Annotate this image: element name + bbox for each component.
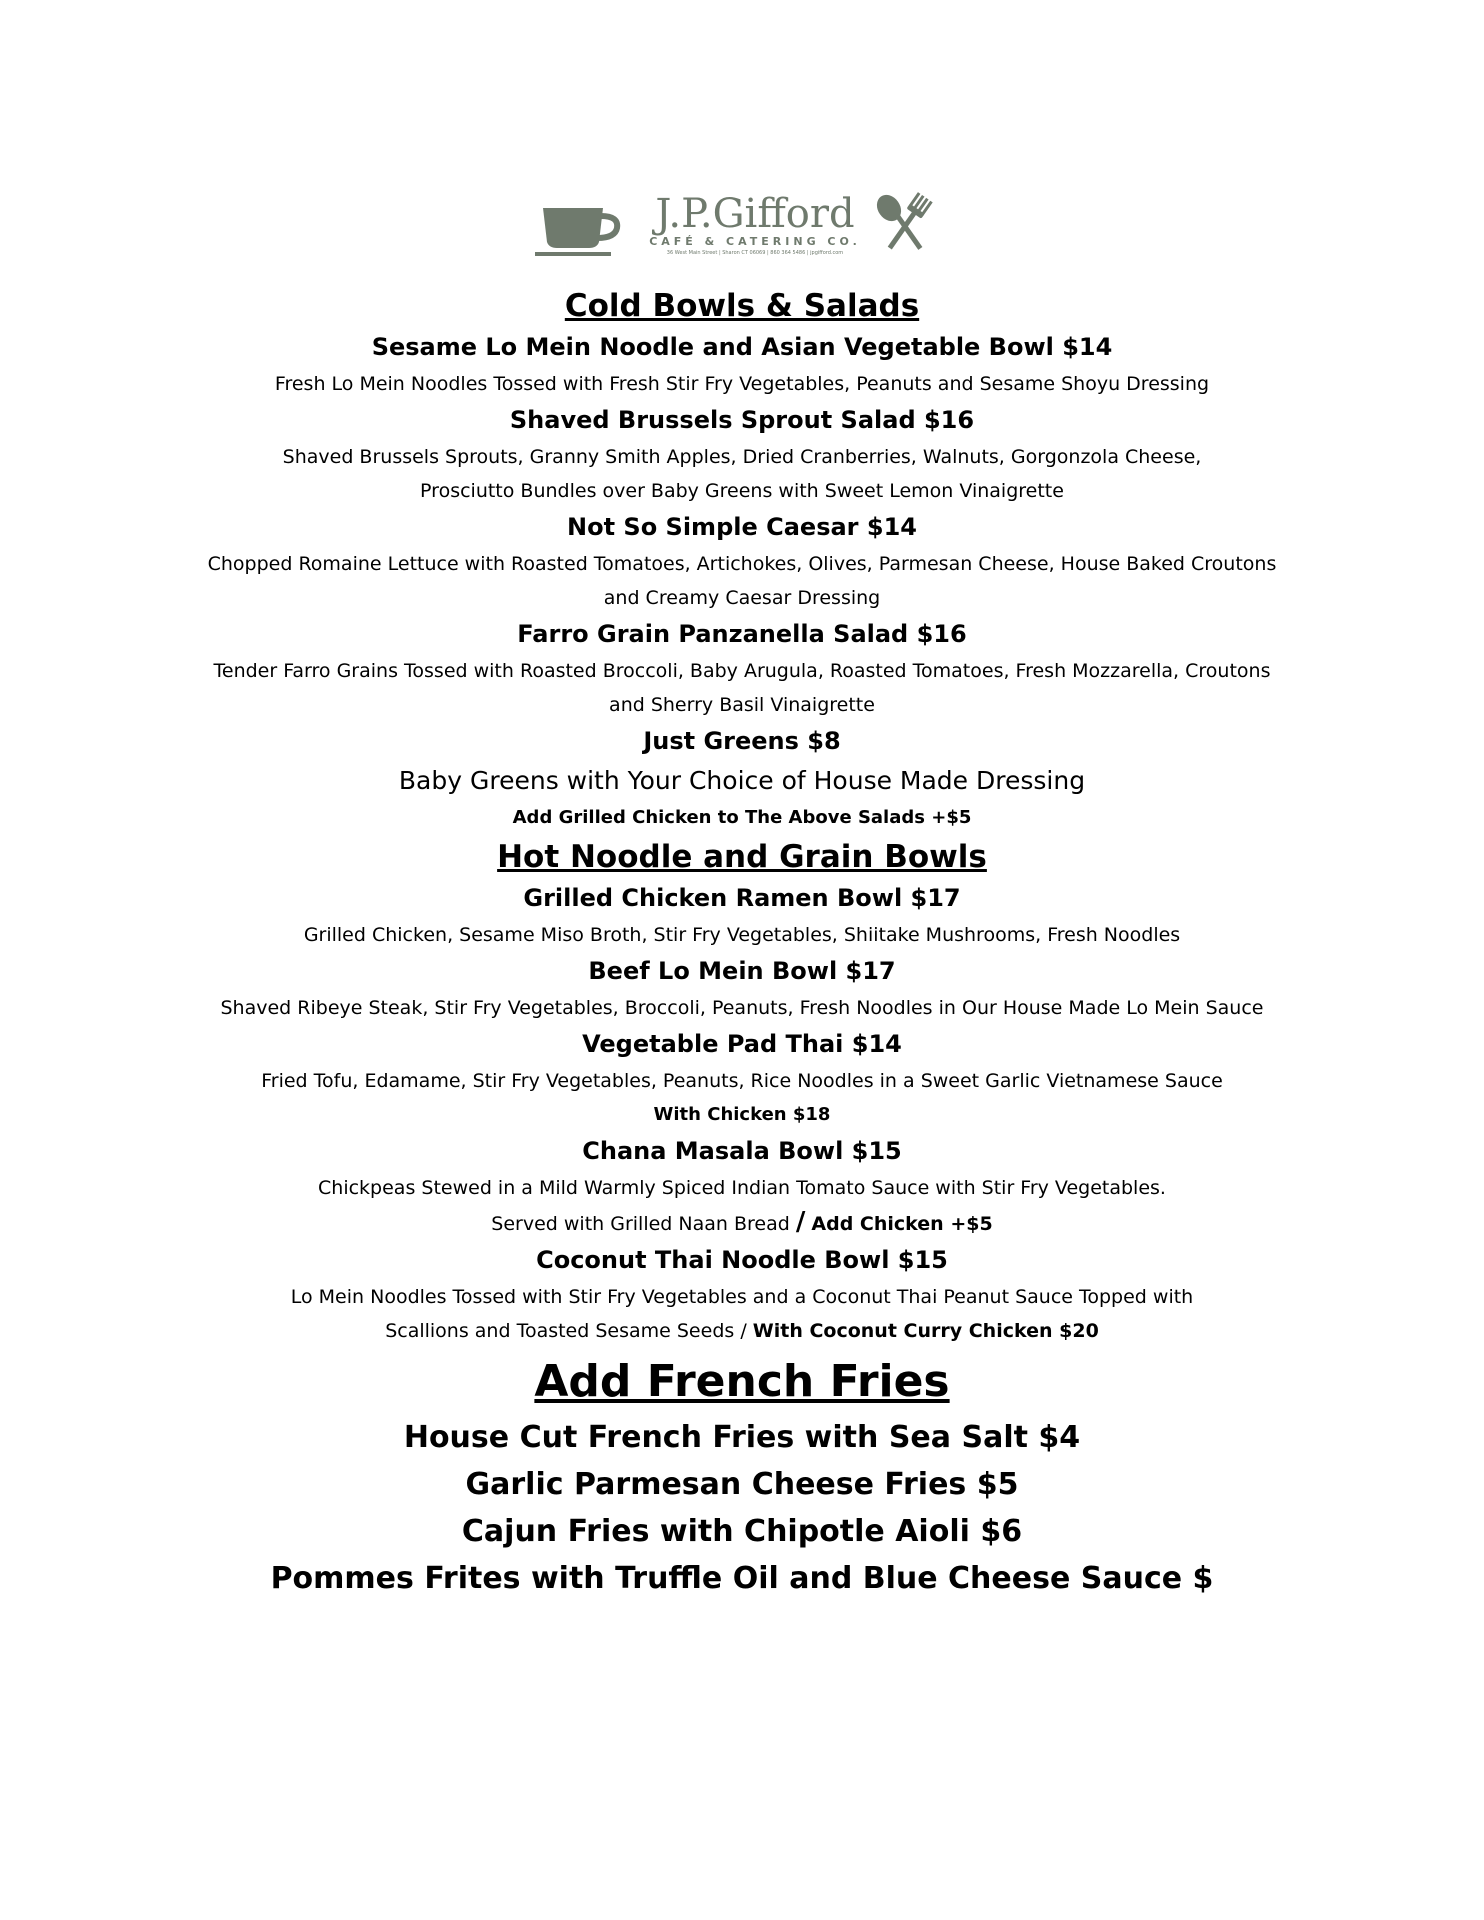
- menu-item-desc: Chickpeas Stewed in a Mild Warmly Spiced Indian Tomato Sauce with Stir Fry Vegetables.: [318, 1177, 1166, 1199]
- desc-separator: /: [795, 1207, 806, 1237]
- menu-item-title: Shaved Brussels Sprout Salad $16: [509, 406, 975, 434]
- menu-item-title: Sesame Lo Mein Noodle and Asian Vegetable Bowl $14: [371, 333, 1113, 361]
- menu-item-title: Chana Masala Bowl $15: [582, 1137, 902, 1165]
- desc-plain: Scallions and Toasted Sesame Seeds /: [385, 1320, 753, 1342]
- section-title-hot: Hot Noodle and Grain Bowls: [497, 839, 987, 875]
- menu-item-title: Farro Grain Panzanella Salad $16: [517, 620, 967, 648]
- menu-item-desc: Fried Tofu, Edamame, Stir Fry Vegetables, Peanuts, Rice Noodles in a Sweet Garlic Vietnamese Sauce: [261, 1070, 1223, 1092]
- desc-plain: Served with Grilled Naan Bread: [491, 1213, 790, 1235]
- menu-item-desc: Shaved Brussels Sprouts, Granny Smith Apples, Dried Cranberries, Walnuts, Gorgonzola Cheese,: [282, 446, 1202, 468]
- menu-item-desc: Prosciutto Bundles over Baby Greens with Sweet Lemon Vinaigrette: [420, 480, 1064, 502]
- fries-item: Garlic Parmesan Cheese Fries $5: [465, 1467, 1019, 1502]
- menu-item-desc: Fresh Lo Mein Noodles Tossed with Fresh Stir Fry Vegetables, Peanuts and Sesame Shoyu Dressing: [274, 373, 1210, 395]
- fries-item: Cajun Fries with Chipotle Aioli $6: [461, 1514, 1023, 1549]
- brand-wordmark: [635, 192, 875, 262]
- section-title-cold: Cold Bowls & Salads: [564, 288, 920, 324]
- menu-item-title: Not So Simple Caesar $14: [567, 513, 917, 541]
- brand-subtitle: CAFÉ & CATERING CO.: [649, 235, 861, 248]
- brand-address: 36 West Main Street | Sharon CT 06069 | 860 364 5486 | jpgifford.com: [666, 250, 844, 256]
- coffee-cup-icon: [533, 202, 633, 258]
- menu-item-title: Grilled Chicken Ramen Bowl $17: [523, 884, 961, 912]
- menu-item-title: Coconut Thai Noodle Bowl $15: [536, 1246, 948, 1274]
- menu-item-desc: Grilled Chicken, Sesame Miso Broth, Stir Fry Vegetables, Shiitake Mushrooms, Fresh Noodles: [303, 924, 1181, 946]
- menu-item-desc: Baby Greens with Your Choice of House Made Dressing: [398, 766, 1086, 795]
- menu-item-desc: Shaved Ribeye Steak, Stir Fry Vegetables, Broccoli, Peanuts, Fresh Noodles in Our House Made Lo Mein Sauce: [220, 997, 1264, 1019]
- with-chicken-note: With Chicken $18: [653, 1104, 831, 1125]
- menu-item-desc: Lo Mein Noodles Tossed with Stir Fry Vegetables and a Coconut Thai Peanut Sauce Topped with: [290, 1286, 1194, 1308]
- menu-item-title: Beef Lo Mein Bowl $17: [588, 957, 896, 985]
- menu-item-desc: Tender Farro Grains Tossed with Roasted Broccoli, Baby Arugula, Roasted Tomatoes, Fresh Mozzarella, Croutons: [213, 660, 1271, 682]
- section-title-fries: Add French Fries: [534, 1356, 950, 1407]
- menu-item-desc-mixed: [140, 1314, 1344, 1348]
- fries-item: House Cut French Fries with Sea Salt $4: [403, 1420, 1081, 1455]
- brand-name: J.P.Gifford: [655, 191, 855, 237]
- menu-item-title: Vegetable Pad Thai $14: [582, 1030, 902, 1058]
- fries-item: Pommes Frites with Truffle Oil and Blue Cheese Sauce $: [270, 1561, 1214, 1596]
- menu-content: [140, 284, 1344, 1602]
- menu-item-title: Just Greens $8: [643, 727, 841, 755]
- brand-logo: [533, 192, 953, 262]
- menu-item-desc: Chopped Romaine Lettuce with Roasted Tomatoes, Artichokes, Olives, Parmesan Cheese, House Baked Croutons: [207, 553, 1277, 575]
- spoon-fork-icon: [873, 192, 933, 256]
- add-chicken-note: Add Grilled Chicken to The Above Salads +$5: [512, 807, 972, 828]
- desc-bold: With Coconut Curry Chicken $20: [752, 1320, 1099, 1342]
- menu-item-desc: and Sherry Basil Vinaigrette: [609, 694, 875, 716]
- menu-item-desc: and Creamy Caesar Dressing: [603, 587, 881, 609]
- menu-item-desc-mixed: [140, 1205, 1344, 1241]
- desc-bold: Add Chicken +$5: [811, 1213, 993, 1235]
